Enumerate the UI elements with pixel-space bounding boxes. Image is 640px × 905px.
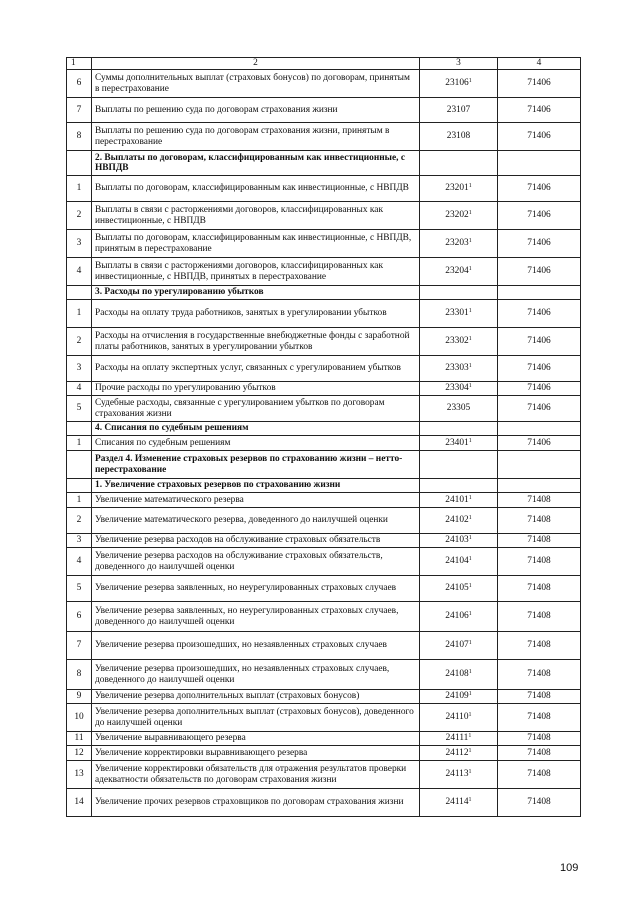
row-code-cell [420, 732, 498, 746]
table-row [67, 396, 581, 422]
row-code: 24113 [445, 769, 469, 780]
row-code-cell [420, 300, 498, 328]
table-row [67, 690, 581, 704]
row-code: 23304 [445, 383, 469, 394]
row-number: 1 [67, 436, 92, 451]
row-number: 8 [67, 123, 92, 151]
footnote-mark: 1 [468, 747, 472, 754]
row-code-cell [420, 98, 498, 123]
row-code: 24109 [445, 691, 469, 702]
row-account: 71408 [498, 660, 581, 690]
footnote-mark: 1 [468, 266, 472, 273]
row-code-cell [420, 286, 498, 300]
row-code: 23107 [446, 104, 471, 115]
section-row [67, 479, 581, 493]
row-description: Выплаты по решению суда по договорам страхования жизни [92, 98, 420, 123]
row-number: 3 [67, 534, 92, 548]
row-code-cell [420, 422, 498, 436]
row-description: Увеличение резерва заявленных, но неурегулированных страховых случаев [92, 576, 420, 602]
row-number: 6 [67, 70, 92, 98]
row-code-cell [420, 493, 498, 508]
row-description: Расходы на оплату экспертных услуг, связанных с урегулированием убытков [92, 356, 420, 382]
table-row [67, 660, 581, 690]
row-account: 71406 [498, 436, 581, 451]
row-code: 24102 [445, 515, 469, 526]
table-row [67, 789, 581, 817]
footnote-mark: 1 [468, 238, 472, 245]
footnote-mark: 1 [468, 78, 472, 85]
row-code: 23204 [445, 266, 469, 277]
row-code-cell [420, 508, 498, 534]
footnote-mark: 1 [468, 669, 472, 676]
footnote-mark: 1 [468, 712, 472, 719]
row-code-cell [420, 761, 498, 789]
row-description: Расходы на оплату труда работников, занятых в урегулировании убытков [92, 300, 420, 328]
row-description: Увеличение резерва дополнительных выплат (страховых бонусов) [92, 690, 420, 704]
row-code-cell [420, 396, 498, 422]
row-number: 2 [67, 328, 92, 356]
row-code-cell [420, 602, 498, 632]
page-number: 109 [560, 862, 579, 874]
footnote-mark: 1 [468, 308, 472, 315]
row-number: 7 [67, 98, 92, 123]
report-table [66, 57, 581, 817]
row-code-cell [420, 202, 498, 230]
row-description: Прочие расходы по урегулированию убытков [92, 382, 420, 396]
row-number: 2 [67, 202, 92, 230]
row-code-cell [420, 704, 498, 732]
row-account: 71408 [498, 493, 581, 508]
table-row [67, 202, 581, 230]
row-account: 71408 [498, 602, 581, 632]
table-row [67, 382, 581, 396]
table-row [67, 602, 581, 632]
row-number [67, 479, 92, 493]
header-col-2: 2 [92, 58, 420, 70]
row-description: Увеличение корректировки обязательств для отражения результатов проверки адекватности обязательств по договорам страхования жизни [92, 761, 420, 789]
row-account: 71408 [498, 632, 581, 660]
row-code: 24106 [445, 611, 469, 622]
footnote-mark: 1 [468, 336, 472, 343]
row-code-cell [420, 230, 498, 258]
row-code-cell [420, 258, 498, 286]
footnote-mark: 1 [468, 611, 472, 618]
row-account: 71406 [498, 123, 581, 151]
row-code: 23305 [446, 403, 471, 414]
row-account: 71408 [498, 576, 581, 602]
row-account: 71406 [498, 300, 581, 328]
section-row [67, 422, 581, 436]
row-description: Раздел 4. Изменение страховых резервов по страхованию жизни – нетто-перестрахование [92, 451, 420, 479]
row-account [498, 451, 581, 479]
row-number [67, 422, 92, 436]
footnote-mark: 1 [468, 183, 472, 190]
row-description: Суммы дополнительных выплат (страховых бонусов) по договорам, принятым в перестрахование [92, 70, 420, 98]
table-row [67, 230, 581, 258]
row-number: 1 [67, 300, 92, 328]
row-account: 71408 [498, 761, 581, 789]
row-code-cell [420, 479, 498, 493]
row-description: Увеличение корректировки выравнивающего резерва [92, 746, 420, 761]
table-row [67, 704, 581, 732]
row-account: 71408 [498, 732, 581, 746]
row-description: Увеличение резерва произошедших, но незаявленных страховых случаев, доведенного до наилучшей оценки [92, 660, 420, 690]
row-code: 24110 [445, 712, 469, 723]
row-account: 71408 [498, 534, 581, 548]
row-code-cell [420, 534, 498, 548]
footnote-mark: 1 [468, 383, 472, 390]
row-code-cell [420, 176, 498, 202]
row-description: Увеличение резерва дополнительных выплат (страховых бонусов), доведенного до наилучшей оценки [92, 704, 420, 732]
table-row [67, 632, 581, 660]
row-account: 71406 [498, 328, 581, 356]
row-account: 71406 [498, 176, 581, 202]
row-number: 10 [67, 704, 92, 732]
row-account: 71406 [498, 396, 581, 422]
table-row [67, 300, 581, 328]
row-code: 23302 [445, 336, 469, 347]
row-number: 4 [67, 548, 92, 576]
row-description: Выплаты в связи с расторжениями договоров, классифицированных как инвестиционные, с НВПДВ, принятых в перестрахование [92, 258, 420, 286]
row-number: 1 [67, 176, 92, 202]
row-number: 4 [67, 382, 92, 396]
table-row [67, 534, 581, 548]
row-number [67, 286, 92, 300]
row-code: 24103 [445, 535, 469, 546]
row-account: 71406 [498, 356, 581, 382]
row-code-cell [420, 660, 498, 690]
row-code-cell [420, 382, 498, 396]
row-description: 2. Выплаты по договорам, классифицированным как инвестиционные, с НВПДВ [92, 151, 420, 176]
row-description: Расходы на отчисления в государственные внебюджетные фонды с заработной платы работников, занятых в урегулировании убытков [92, 328, 420, 356]
row-code-cell [420, 151, 498, 176]
footnote-mark: 1 [468, 515, 472, 522]
footnote-mark: 1 [468, 583, 472, 590]
table-row [67, 98, 581, 123]
row-account [498, 151, 581, 176]
footnote-mark: 1 [468, 556, 472, 563]
row-code: 23201 [445, 183, 469, 194]
table-row [67, 732, 581, 746]
row-code-cell [420, 548, 498, 576]
row-code: 23401 [445, 437, 469, 448]
row-code: 24104 [445, 556, 469, 567]
footnote-mark: 1 [468, 437, 472, 444]
row-number: 3 [67, 356, 92, 382]
row-number [67, 451, 92, 479]
footnote-mark: 1 [468, 769, 472, 776]
row-number: 4 [67, 258, 92, 286]
table-row [67, 123, 581, 151]
row-description: Увеличение выравнивающего резерва [92, 732, 420, 746]
row-number: 5 [67, 396, 92, 422]
row-description: Увеличение математического резерва [92, 493, 420, 508]
footnote-mark: 1 [468, 733, 472, 740]
row-code: 24105 [445, 583, 469, 594]
table-row [67, 761, 581, 789]
row-number: 1 [67, 493, 92, 508]
footnote-mark: 1 [468, 640, 472, 647]
row-description: Судебные расходы, связанные с урегулированием убытков по договорам страхования жизни [92, 396, 420, 422]
table-body [67, 58, 581, 817]
footnote-mark: 1 [468, 363, 472, 370]
table-header-row [67, 58, 581, 70]
section-row [67, 451, 581, 479]
row-code-cell [420, 123, 498, 151]
table-row [67, 576, 581, 602]
row-code-cell [420, 70, 498, 98]
row-code-cell [420, 632, 498, 660]
row-code: 24101 [445, 494, 469, 505]
row-code: 23202 [445, 210, 469, 221]
row-number: 14 [67, 789, 92, 817]
row-number: 11 [67, 732, 92, 746]
row-account: 71408 [498, 789, 581, 817]
row-description: Увеличение резерва заявленных, но неурегулированных страховых случаев, доведенного до наилучшей оценки [92, 602, 420, 632]
header-col-4: 4 [498, 58, 581, 70]
row-number: 3 [67, 230, 92, 258]
table-row [67, 258, 581, 286]
row-code-cell [420, 328, 498, 356]
row-account: 71406 [498, 258, 581, 286]
row-account [498, 479, 581, 493]
footnote-mark: 1 [468, 691, 472, 698]
row-description: 4. Списания по судебным решениям [92, 422, 420, 436]
row-code: 23203 [445, 238, 469, 249]
row-code: 24108 [445, 669, 469, 680]
table-row [67, 356, 581, 382]
table-row [67, 746, 581, 761]
row-code: 24112 [445, 747, 469, 758]
header-col-1: 1 [67, 58, 92, 70]
row-account: 71406 [498, 382, 581, 396]
row-number: 9 [67, 690, 92, 704]
table-row [67, 70, 581, 98]
row-description: Увеличение математического резерва, доведенного до наилучшей оценки [92, 508, 420, 534]
header-col-3: 3 [420, 58, 498, 70]
row-account: 71408 [498, 548, 581, 576]
footnote-mark: 1 [468, 797, 472, 804]
footnote-mark: 1 [468, 210, 472, 217]
row-account: 71408 [498, 508, 581, 534]
row-code: 23106 [445, 78, 469, 89]
row-code: 23301 [445, 308, 469, 319]
row-description: Увеличение резерва расходов на обслуживание страховых обязательств [92, 534, 420, 548]
footnote-mark: 1 [468, 535, 472, 542]
row-number: 2 [67, 508, 92, 534]
table-row [67, 493, 581, 508]
row-account [498, 286, 581, 300]
row-description: Выплаты по решению суда по договорам страхования жизни, принятым в перестрахование [92, 123, 420, 151]
row-description: Увеличение резерва расходов на обслуживание страховых обязательств, доведенного до наилучшей оценки [92, 548, 420, 576]
row-account: 71406 [498, 202, 581, 230]
row-code: 23303 [445, 363, 469, 374]
row-code: 24107 [445, 640, 469, 651]
row-number: 13 [67, 761, 92, 789]
row-code-cell [420, 789, 498, 817]
row-code: 23108 [446, 131, 471, 142]
row-description: Выплаты в связи с расторжениями договоров, классифицированных как инвестиционные, с НВПДВ [92, 202, 420, 230]
row-account [498, 422, 581, 436]
row-description: Выплаты по договорам, классифицированным как инвестиционные, с НВПДВ [92, 176, 420, 202]
row-code-cell [420, 576, 498, 602]
row-code-cell [420, 436, 498, 451]
row-code-cell [420, 746, 498, 761]
row-account: 71408 [498, 690, 581, 704]
footnote-mark: 1 [468, 494, 472, 501]
table-row [67, 508, 581, 534]
row-description: 1. Увеличение страховых резервов по страхованию жизни [92, 479, 420, 493]
row-description: Увеличение прочих резервов страховщиков по договорам страхования жизни [92, 789, 420, 817]
row-account: 71406 [498, 230, 581, 258]
section-row [67, 286, 581, 300]
row-code-cell [420, 690, 498, 704]
row-description: 3. Расходы по урегулированию убытков [92, 286, 420, 300]
table-row [67, 176, 581, 202]
row-code: 24111 [445, 733, 469, 744]
row-description: Увеличение резерва произошедших, но незаявленных страховых случаев [92, 632, 420, 660]
row-account: 71406 [498, 98, 581, 123]
row-number [67, 151, 92, 176]
row-account: 71408 [498, 704, 581, 732]
row-account: 71406 [498, 70, 581, 98]
row-number: 5 [67, 576, 92, 602]
row-number: 6 [67, 602, 92, 632]
row-code: 24114 [445, 797, 469, 808]
row-number: 8 [67, 660, 92, 690]
row-description: Списания по судебным решениям [92, 436, 420, 451]
row-description: Выплаты по договорам, классифицированным как инвестиционные, с НВПДВ, принятым в перестрахование [92, 230, 420, 258]
row-code-cell [420, 451, 498, 479]
table-row [67, 328, 581, 356]
table-row [67, 548, 581, 576]
row-number: 7 [67, 632, 92, 660]
row-account: 71408 [498, 746, 581, 761]
row-number: 12 [67, 746, 92, 761]
table-row [67, 436, 581, 451]
row-code-cell [420, 356, 498, 382]
section-row [67, 151, 581, 176]
